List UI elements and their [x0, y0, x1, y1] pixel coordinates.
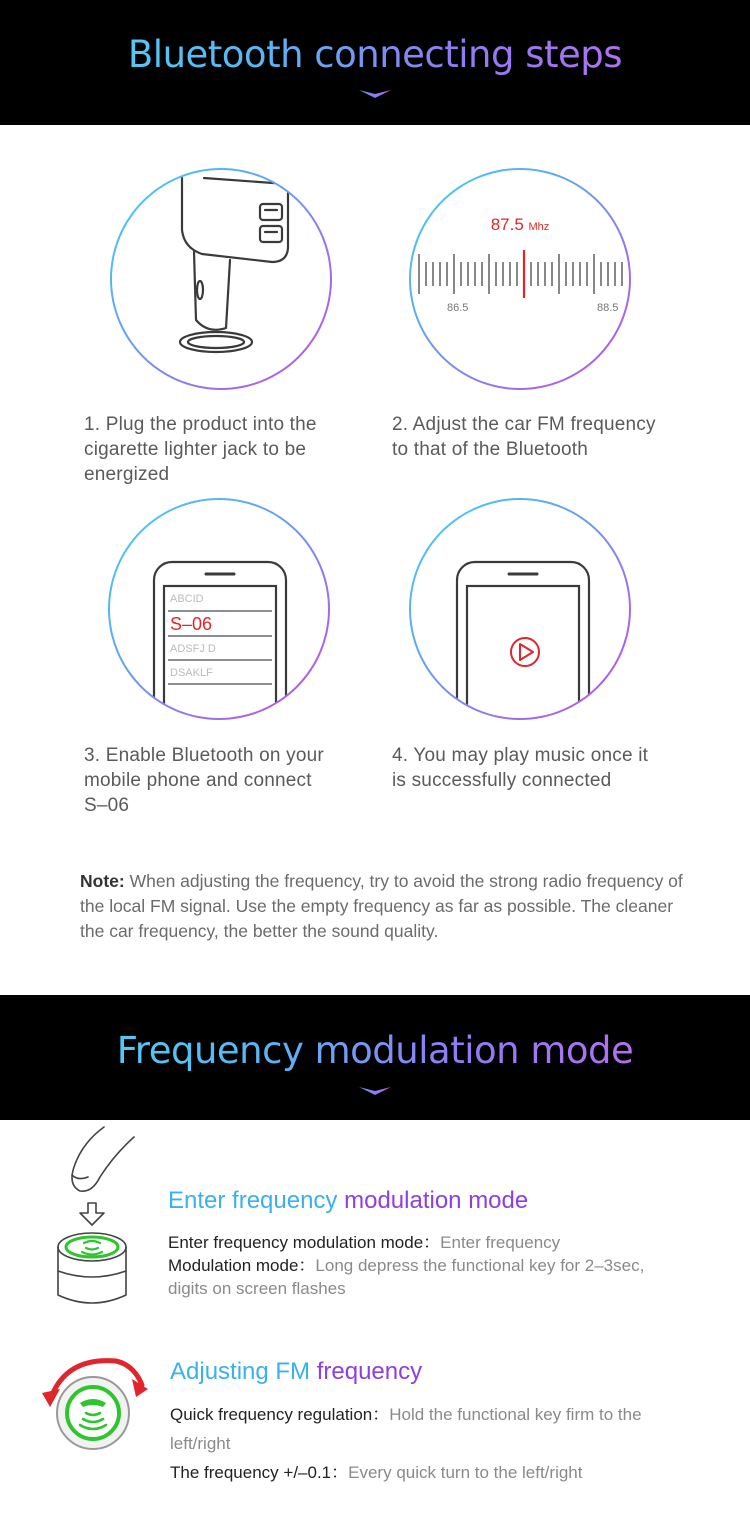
phone-list-item: ADSFJ D: [170, 643, 216, 655]
step4-text: 4. You may play music once it is successfully connected: [392, 745, 649, 791]
step4-illustration: [409, 498, 631, 720]
step1-illustration: [110, 168, 332, 390]
note-text: When adjusting the frequency, try to avoid the strong radio frequency of the local FM signal. Use the empty frequency as far as possible. The cleaner the car frequency, the better the sound quality.: [80, 871, 683, 941]
step2-illustration: [409, 168, 631, 390]
step1-text: 1. Plug the product into the cigarette lighter jack to be energized: [84, 414, 317, 485]
phone-list-item: DSAKLF: [170, 667, 213, 679]
section-header-bluetooth: [0, 0, 750, 125]
press-knob-icon: [44, 1125, 184, 1315]
note-label: Note:: [80, 871, 125, 891]
section-header-frequency: [0, 995, 750, 1120]
section-title-frequency: Frequency modulation mode: [0, 1029, 750, 1072]
tuner-right-label: 88.5: [597, 302, 619, 314]
tuner-frequency: 87.5 Mhz: [490, 215, 550, 234]
phone-icon: [110, 500, 328, 718]
phone-list-item: ABCID: [170, 593, 204, 605]
chevron-down-icon: [359, 1085, 391, 1097]
tuner-scale: [411, 170, 629, 388]
step3-text: 3. Enable Bluetooth on your mobile phone and connect S–06: [84, 745, 324, 816]
phone-play-icon: [411, 500, 629, 718]
mode1-title: Enter frequency modulation mode: [168, 1187, 529, 1214]
step2-text: 2. Adjust the car FM frequency to that of the Bluetooth: [392, 414, 656, 460]
chevron-down-icon: [359, 88, 391, 100]
mode1-description: Enter frequency modulation mode：Enter frequency Modulation mode：Long depress the functional key for 2–3sec, digits on screen flashes: [168, 1233, 645, 1298]
car-charger-icon: [112, 170, 330, 388]
rotate-knob-icon: [38, 1355, 148, 1455]
phone-list-item-selected: S–06: [170, 614, 213, 634]
mode2-description: Quick frequency regulation：Hold the functional key firm to the left/right The frequency +/–0.1：Every quick turn to the left/right: [170, 1405, 642, 1482]
note-paragraph: [80, 869, 700, 944]
step3-illustration: [108, 498, 330, 720]
tuner-left-label: 86.5: [447, 302, 469, 314]
section-title-bluetooth: Bluetooth connecting steps: [0, 33, 750, 76]
mode2-title: Adjusting FM frequency: [170, 1358, 423, 1385]
